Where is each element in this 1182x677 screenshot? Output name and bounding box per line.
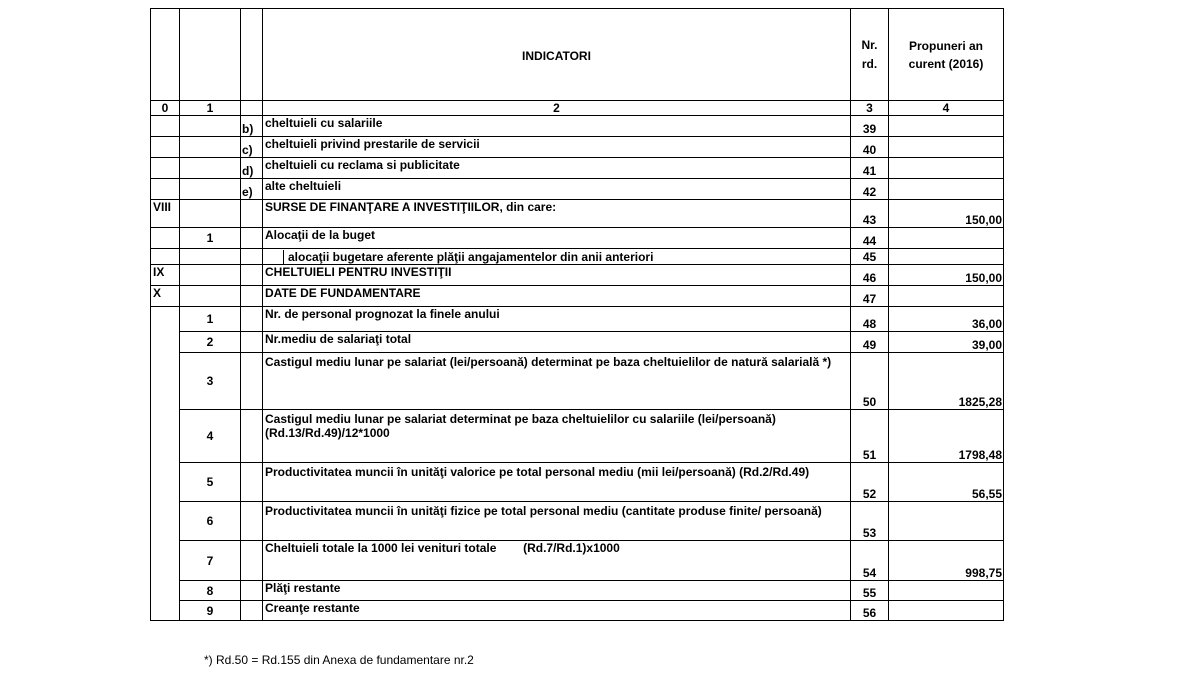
row-index: 7 [180, 541, 241, 581]
row-value [889, 158, 1004, 179]
row-letter [241, 463, 263, 502]
row-roman [151, 307, 180, 621]
column-number-row [151, 101, 1004, 116]
row-indicator: Alocaţii de la buget [263, 228, 851, 249]
row-indicator: Cheltuieli totale la 1000 lei venituri totale (Rd.7/Rd.1)x1000 [263, 541, 851, 581]
row-index: 3 [180, 353, 241, 410]
header-cell-1b [241, 9, 263, 101]
row-indicator: cheltuieli cu reclama si publicitate [263, 158, 851, 179]
row-indicator: cheltuieli cu salariile [263, 116, 851, 137]
table-row [151, 265, 1004, 286]
header-nr-rd [851, 9, 889, 101]
row-letter [241, 307, 263, 332]
row-number: 39 [851, 116, 889, 137]
row-index: 1 [180, 307, 241, 332]
table-row [151, 463, 1004, 502]
row-index [180, 286, 241, 307]
row-value [889, 581, 1004, 601]
row-roman [151, 249, 180, 265]
row-index [180, 137, 241, 158]
row-letter [241, 332, 263, 353]
row-letter [241, 286, 263, 307]
row-roman [151, 158, 180, 179]
row-number: 46 [851, 265, 889, 286]
row-letter [241, 200, 263, 228]
footnote: *) Rd.50 = Rd.155 din Anexa de fundamentare nr.2 [204, 653, 474, 667]
row-number: 48 [851, 307, 889, 332]
table-row [151, 249, 1004, 265]
row-index: 8 [180, 581, 241, 601]
row-letter: b) [241, 116, 263, 137]
row-letter [241, 581, 263, 601]
row-letter [241, 353, 263, 410]
row-index: 2 [180, 332, 241, 353]
header-indicatori: INDICATORI [263, 9, 851, 101]
table-row [151, 307, 1004, 332]
row-value: 1825,28 [889, 353, 1004, 410]
row-value [889, 286, 1004, 307]
row-number: 52 [851, 463, 889, 502]
row-roman [151, 137, 180, 158]
row-number: 56 [851, 601, 889, 621]
row-number: 40 [851, 137, 889, 158]
table-row [151, 601, 1004, 621]
table-row [151, 137, 1004, 158]
header-rd: rd. [861, 57, 878, 71]
row-indicator-text: alocaţii bugetare aferente plăţii angajamentelor din anii anteriori [288, 250, 654, 264]
row-indicator: cheltuieli privind prestarile de servicii [263, 137, 851, 158]
table-row [151, 332, 1004, 353]
row-roman: IX [151, 265, 180, 286]
row-value: 998,75 [889, 541, 1004, 581]
col-number-1: 1 [180, 101, 241, 116]
row-letter [241, 228, 263, 249]
row-number: 45 [851, 249, 889, 265]
row-indicator: CHELTUIELI PENTRU INVESTIŢII [263, 265, 851, 286]
table-row [151, 116, 1004, 137]
row-value [889, 228, 1004, 249]
row-index [180, 116, 241, 137]
table-row [151, 179, 1004, 200]
table-row [151, 581, 1004, 601]
col-number-4: 4 [889, 101, 1004, 116]
row-number: 47 [851, 286, 889, 307]
indent-marker [263, 250, 284, 264]
row-indicator: DATE DE FUNDAMENTARE [263, 286, 851, 307]
row-value [889, 502, 1004, 541]
row-value: 1798,48 [889, 410, 1004, 463]
row-roman: VIII [151, 200, 180, 228]
col-number-0: 0 [151, 101, 180, 116]
row-index: 4 [180, 410, 241, 463]
row-indicator: SURSE DE FINANŢARE A INVESTIŢIILOR, din care: [263, 200, 851, 228]
table-row [151, 286, 1004, 307]
header-row [151, 9, 1004, 101]
row-letter: c) [241, 137, 263, 158]
row-number: 54 [851, 541, 889, 581]
col-number-2: 2 [263, 101, 851, 116]
row-value [889, 601, 1004, 621]
indicators-table [150, 8, 1004, 621]
col-number-3: 3 [851, 101, 889, 116]
row-number: 43 [851, 200, 889, 228]
row-indicator: Plăţi restante [263, 581, 851, 601]
table-row [151, 353, 1004, 410]
row-indicator: Castigul mediu lunar pe salariat (lei/persoană) determinat pe baza cheltuielilor de natură salarială *) [263, 353, 851, 410]
row-number: 49 [851, 332, 889, 353]
row-indicator: Productivitatea muncii în unităţi valorice pe total personal mediu (mii lei/persoană) (Rd.2/Rd.49) [263, 463, 851, 502]
row-number: 50 [851, 353, 889, 410]
row-value: 150,00 [889, 200, 1004, 228]
row-index [180, 265, 241, 286]
col-number-1b [241, 101, 263, 116]
row-value [889, 137, 1004, 158]
table-row [151, 410, 1004, 463]
row-index: 1 [180, 228, 241, 249]
row-index [180, 179, 241, 200]
row-number: 55 [851, 581, 889, 601]
row-roman [151, 228, 180, 249]
row-value [889, 179, 1004, 200]
row-value [889, 249, 1004, 265]
row-number: 51 [851, 410, 889, 463]
row-indicator: Nr. de personal prognozat la finele anului [263, 307, 851, 332]
row-letter [241, 265, 263, 286]
row-index [180, 249, 241, 265]
row-letter [241, 601, 263, 621]
table-row [151, 502, 1004, 541]
row-indicator: Creanţe restante [263, 601, 851, 621]
row-number: 42 [851, 179, 889, 200]
table-row [151, 200, 1004, 228]
row-index [180, 158, 241, 179]
header-propuneri: Propuneri an curent (2016) [889, 9, 1004, 101]
row-indicator: Nr.mediu de salariaţi total [263, 332, 851, 353]
row-value: 150,00 [889, 265, 1004, 286]
row-roman [151, 179, 180, 200]
row-value [889, 116, 1004, 137]
row-index: 5 [180, 463, 241, 502]
row-letter [241, 410, 263, 463]
row-indicator: Castigul mediu lunar pe salariat determinat pe baza cheltuielilor cu salariile (lei/persoană) (Rd.13/Rd.49)/12*1000 [263, 410, 851, 463]
row-number: 41 [851, 158, 889, 179]
row-indicator [263, 249, 851, 265]
header-cell-0 [151, 9, 180, 101]
row-roman: X [151, 286, 180, 307]
table-row [151, 228, 1004, 249]
header-cell-1 [180, 9, 241, 101]
row-letter [241, 502, 263, 541]
table-row [151, 158, 1004, 179]
row-value: 39,00 [889, 332, 1004, 353]
row-letter: e) [241, 179, 263, 200]
row-index [180, 200, 241, 228]
header-nr: Nr. [861, 38, 878, 52]
row-letter: d) [241, 158, 263, 179]
row-index: 9 [180, 601, 241, 621]
row-letter [241, 249, 263, 265]
row-indicator: Productivitatea muncii în unităţi fizice pe total personal mediu (cantitate produse finite/ persoană) [263, 502, 851, 541]
row-value: 36,00 [889, 307, 1004, 332]
table-row [151, 541, 1004, 581]
row-indicator: alte cheltuieli [263, 179, 851, 200]
row-value: 56,55 [889, 463, 1004, 502]
row-roman [151, 116, 180, 137]
row-number: 53 [851, 502, 889, 541]
row-index: 6 [180, 502, 241, 541]
row-letter [241, 541, 263, 581]
row-number: 44 [851, 228, 889, 249]
